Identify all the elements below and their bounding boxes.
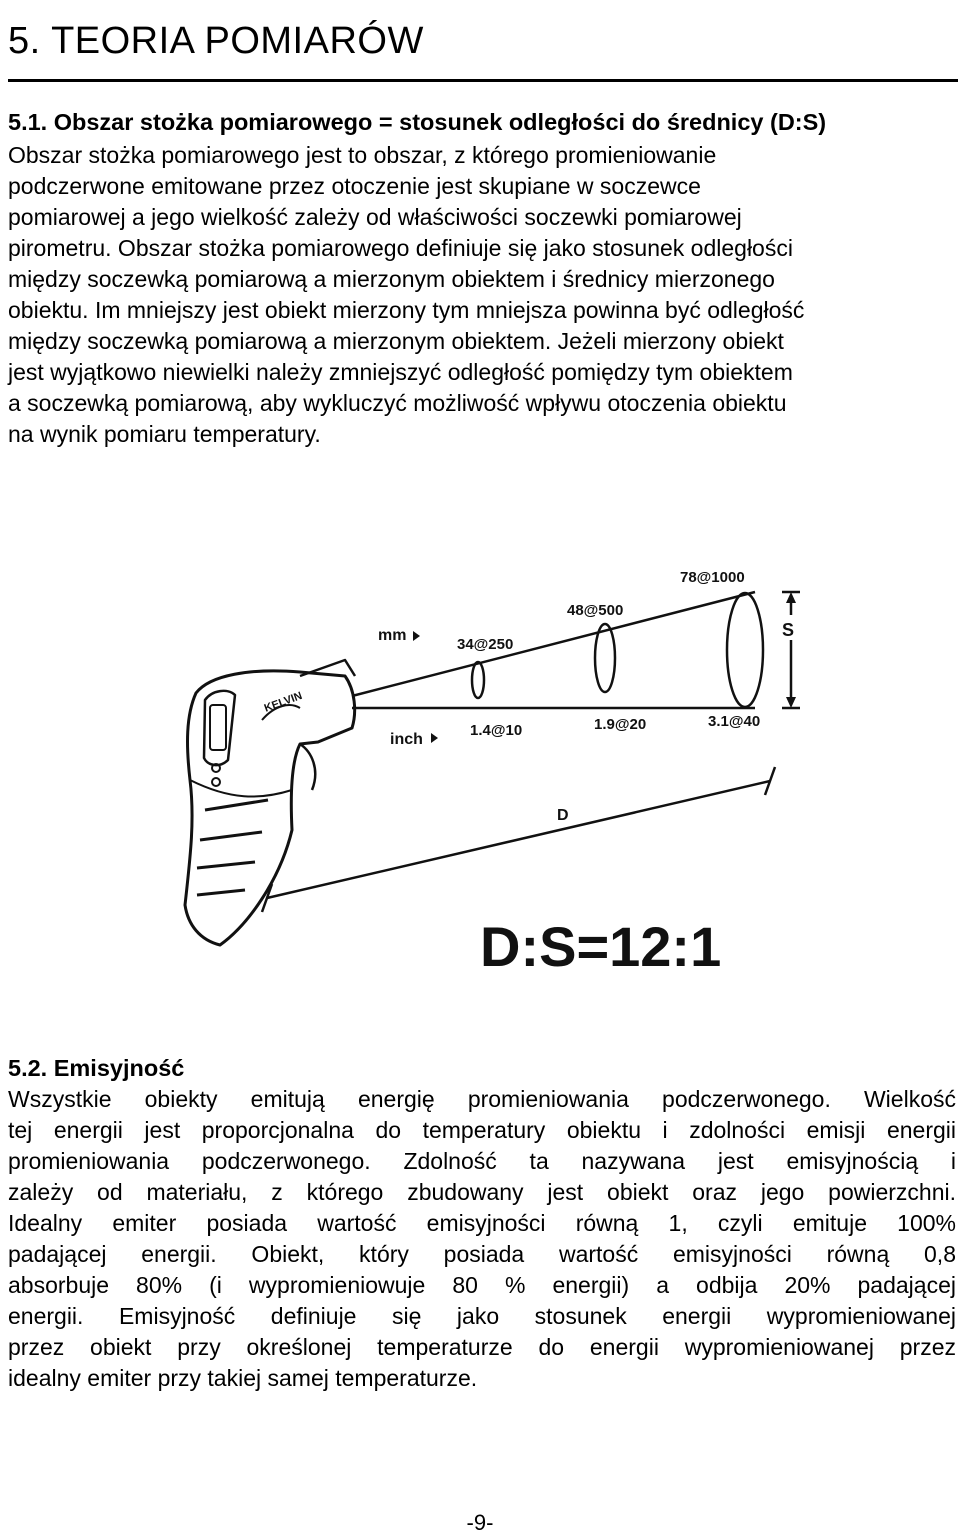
inch-value-20: 1.9@20 [594, 716, 647, 733]
paragraph-line: a soczewką pomiarową, aby wykluczyć możliwość wpływu otoczenia obiektu [8, 390, 787, 416]
paragraph-line: promieniowania podczerwonego. Zdolność ta nazywana jest emisyjnością i [8, 1148, 956, 1174]
inch-arrow-icon [431, 733, 438, 743]
paragraph-line: obiektu. Im mniejszy jest obiekt mierzony tym mniejsza powinna być odległość [8, 297, 805, 323]
section-heading-5-1: 5.1. Obszar stożka pomiarowego = stosunek odległości do średnicy (D:S) [8, 109, 827, 135]
device-logo: KELVIN [262, 689, 304, 715]
title-divider [8, 79, 958, 82]
paragraph-line: padającej energii. Obiekt, który posiada wartość emisyjności równą 0,8 [8, 1241, 956, 1267]
paragraph-line: pirometru. Obszar stożka pomiarowego definiuje się jako stosunek odległości [8, 235, 793, 261]
paragraph-line: między soczewką pomiarową a mierzonym obiektem. Jeżeli mierzony obiekt [8, 328, 784, 354]
section-5-1-paragraph [8, 140, 804, 450]
paragraph-line: zależy od materiału, z którego zbudowany jest obiekt oraz jego powierzchni. [8, 1179, 956, 1205]
section-5-2-paragraph [8, 1084, 956, 1394]
paragraph-line: pomiarowej a jego wielkość zależy od właściwości soczewki pomiarowej [8, 204, 742, 230]
page-title: 5. TEORIA POMIARÓW [8, 20, 424, 62]
paragraph-line: tej energii jest proporcjonalna do temperatury obiektu i zdolności emisji energii [8, 1117, 956, 1143]
paragraph-line: Obszar stożka pomiarowego jest to obszar, z którego promieniowanie [8, 142, 717, 168]
spot-size-marker [782, 592, 800, 708]
mm-unit-label: mm [378, 627, 407, 644]
paragraph-line: energii. Emisyjność definiuje się jako stosunek energii wypromieniowanej [8, 1303, 956, 1329]
spot-size-label: S [782, 620, 795, 640]
mm-value-250: 34@250 [457, 636, 514, 653]
paragraph-line: absorbuje 80% (i wypromieniowuje 80 % energii) a odbija 20% padającej [8, 1272, 956, 1298]
inch-value-10: 1.4@10 [470, 722, 523, 739]
paragraph-line: podczerwone emitowane przez otoczenie jest skupiane w soczewce [8, 173, 701, 199]
paragraph-line: przez obiekt przy określonej temperaturze do energii wypromieniowanej przez [8, 1334, 956, 1360]
inch-value-40: 3.1@40 [708, 713, 761, 730]
distance-to-spot-ratio: D:S=12:1 [480, 915, 722, 978]
page-number: -9- [466, 1510, 494, 1535]
paragraph-line: na wynik pomiaru temperatury. [8, 421, 321, 447]
mm-arrow-icon [413, 631, 420, 641]
section-heading-5-2: 5.2. Emisyjność [8, 1055, 185, 1081]
paragraph-line: jest wyjątkowo niewielki należy zmniejszyć odległość pomiędzy tym obiektem [8, 359, 793, 385]
distance-label: D [557, 807, 569, 824]
measurement-cone [352, 592, 763, 708]
paragraph-line: Wszystkie obiekty emitują energię promieniowania podczerwonego. Wielkość [8, 1086, 956, 1112]
inch-unit-label: inch [390, 731, 423, 748]
mm-value-1000: 78@1000 [680, 569, 745, 586]
distance-marker [262, 767, 775, 912]
distance-to-spot-diagram [120, 500, 880, 1040]
paragraph-line: Idealny emiter posiada wartość emisyjności równą 1, czyli emituje 100% [8, 1210, 956, 1236]
paragraph-line: między soczewką pomiarową a mierzonym obiektem i średnicy mierzonego [8, 266, 775, 292]
paragraph-line: idealny emiter przy takiej samej temperaturze. [8, 1365, 478, 1391]
mm-value-500: 48@500 [567, 602, 624, 619]
